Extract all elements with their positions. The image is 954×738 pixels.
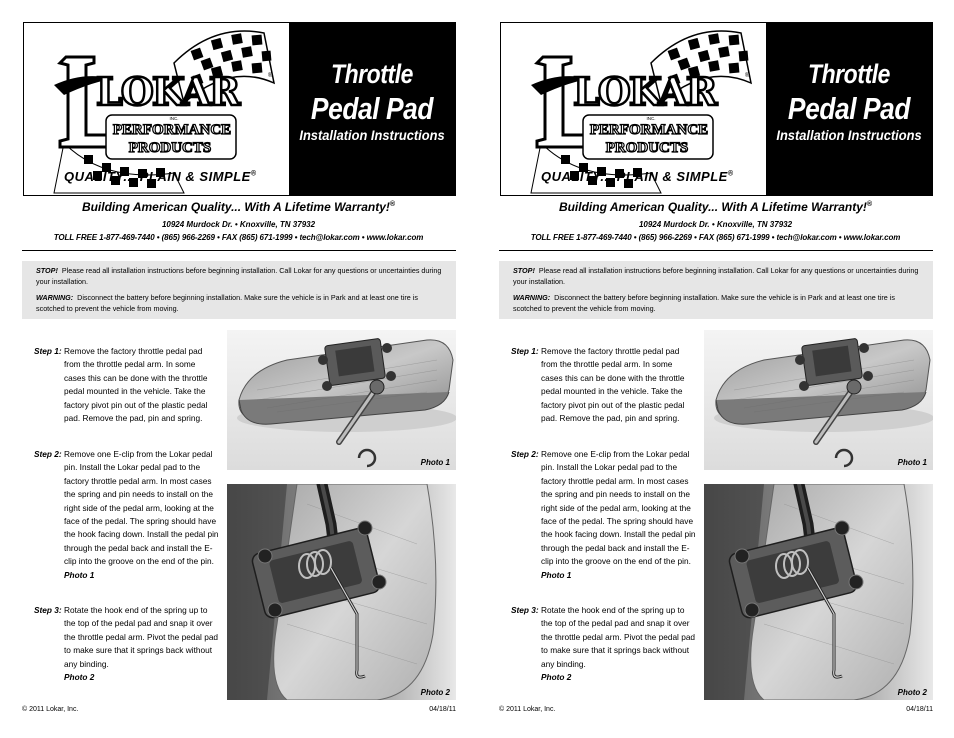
svg-text:®: ® (268, 73, 273, 79)
stop-notice: STOP! Please read all installation instructions before beginning installation. Call Lokar for any questions or uncertainties during your installation. (513, 266, 919, 286)
footer-copyright: © 2011 Lokar, Inc. (22, 706, 79, 713)
svg-text:PERFORMANCE: PERFORMANCE (112, 122, 232, 138)
title-box (766, 23, 932, 195)
photo-1-caption: Photo 1 (420, 458, 450, 467)
title-line-1: Throttle (807, 59, 891, 89)
footer-copyright: © 2011 Lokar, Inc. (499, 706, 556, 713)
photo-1 (704, 330, 933, 470)
photo-2 (704, 484, 933, 700)
svg-text:PRODUCTS: PRODUCTS (128, 140, 212, 156)
brand-tagline: QUALITY... PLAIN & SIMPLE® (64, 169, 257, 184)
lokar-logo (24, 23, 289, 195)
header-block (23, 22, 456, 196)
svg-text:PERFORMANCE: PERFORMANCE (589, 122, 709, 138)
title-line-2: Pedal Pad (787, 91, 911, 126)
step-1: Step 1: Remove the factory throttle pedal pad from the throttle pedal arm. In some cases this can be done with the throttle pedal mounted in the vehicle. Take the factory pivot pin out of the plastic pedal pad. Remove the pad, pin and spring. (34, 346, 208, 424)
company-address: 10924 Murdock Dr. • Knoxville, TN 37932 (638, 220, 793, 229)
instruction-sheet-right (477, 0, 954, 738)
warning-box (499, 261, 933, 319)
title-line-2: Pedal Pad (310, 91, 434, 126)
title-box (289, 23, 455, 195)
warranty-statement: Building American Quality... With A Lifetime Warranty!® (81, 200, 396, 214)
warranty-statement: Building American Quality... With A Lifetime Warranty!® (558, 200, 873, 214)
brand-tagline: QUALITY... PLAIN & SIMPLE® (541, 169, 734, 184)
title-line-3: Installation Instructions (299, 127, 445, 143)
photo-1-caption: Photo 1 (897, 458, 927, 467)
lokar-logo (501, 23, 766, 195)
pedal-pad-photo (227, 330, 456, 470)
pedal-arm-photo (704, 484, 933, 700)
title-line-1: Throttle (330, 59, 414, 89)
warning-notice: WARNING: Disconnect the battery before beginning installation. Make sure the vehicle is in Park and at least one tire is scotched to prevent the vehicle from moving. (36, 293, 418, 313)
svg-text:INC.: INC. (169, 116, 179, 121)
divider (499, 250, 933, 251)
photo-2-caption: Photo 2 (420, 688, 450, 697)
title-line-3: Installation Instructions (776, 127, 922, 143)
stop-notice: STOP! Please read all installation instructions before beginning installation. Call Lokar for any questions or uncertainties during your installation. (36, 266, 442, 286)
logo-wordmark: LOKAR (96, 69, 239, 114)
header-block (500, 22, 933, 196)
company-contact: TOLL FREE 1-877-469-7440 • (865) 966-2269 • FAX (865) 671-1999 • tech@lokar.com • www.lokar.com (53, 233, 424, 242)
pedal-arm-photo (227, 484, 456, 700)
footer-date: 04/18/11 (429, 706, 456, 713)
pedal-pad-photo (704, 330, 933, 470)
step-2: Step 2: Remove one E-clip from the Lokar pedal pin. Install the Lokar pedal pad to the factory throttle pedal arm. In most cases the spring and pin needs to install on the right side of the pedal arm, looking at the face of the pedal. The spring should have the hook facing down. Install the pedal pin through the pedal back and install the E-clip into the groove on the end of the pin. Photo 1 (511, 449, 696, 580)
photo-1 (227, 330, 456, 470)
warning-box (22, 261, 456, 319)
photo-2-caption: Photo 2 (897, 688, 927, 697)
warning-notice: WARNING: Disconnect the battery before beginning installation. Make sure the vehicle is in Park and at least one tire is scotched to prevent the vehicle from moving. (513, 293, 895, 313)
divider (22, 250, 456, 251)
logo-wordmark: LOKAR (573, 69, 716, 114)
photo-2 (227, 484, 456, 700)
svg-text:INC.: INC. (646, 116, 656, 121)
step-1: Step 1: Remove the factory throttle pedal pad from the throttle pedal arm. In some cases this can be done with the throttle pedal mounted in the vehicle. Take the factory pivot pin out of the plastic pedal pad. Remove the pad, pin and spring. (511, 346, 685, 424)
company-address: 10924 Murdock Dr. • Knoxville, TN 37932 (161, 220, 316, 229)
svg-text:PRODUCTS: PRODUCTS (605, 140, 689, 156)
step-3: Step 3: Rotate the hook end of the spring up to the top of the pedal pad and snap it over the throttle pedal arm. Pivot the pedal pad to make sure that it springs back without any binding. Photo 2 (511, 605, 696, 683)
svg-text:®: ® (745, 73, 750, 79)
step-3: Step 3: Rotate the hook end of the spring up to the top of the pedal pad and snap it over the throttle pedal arm. Pivot the pedal pad to make sure that it springs back without any binding. Photo 2 (34, 605, 219, 683)
step-2: Step 2: Remove one E-clip from the Lokar pedal pin. Install the Lokar pedal pad to the factory throttle pedal arm. In most cases the spring and pin needs to install on the right side of the pedal arm, looking at the face of the pedal. The spring should have the hook facing down. Install the pedal pin through the pedal back and install the E-clip into the groove on the end of the pin. Photo 1 (34, 449, 219, 580)
company-contact: TOLL FREE 1-877-469-7440 • (865) 966-2269 • FAX (865) 671-1999 • tech@lokar.com • www.lokar.com (530, 233, 901, 242)
footer-date: 04/18/11 (906, 706, 933, 713)
